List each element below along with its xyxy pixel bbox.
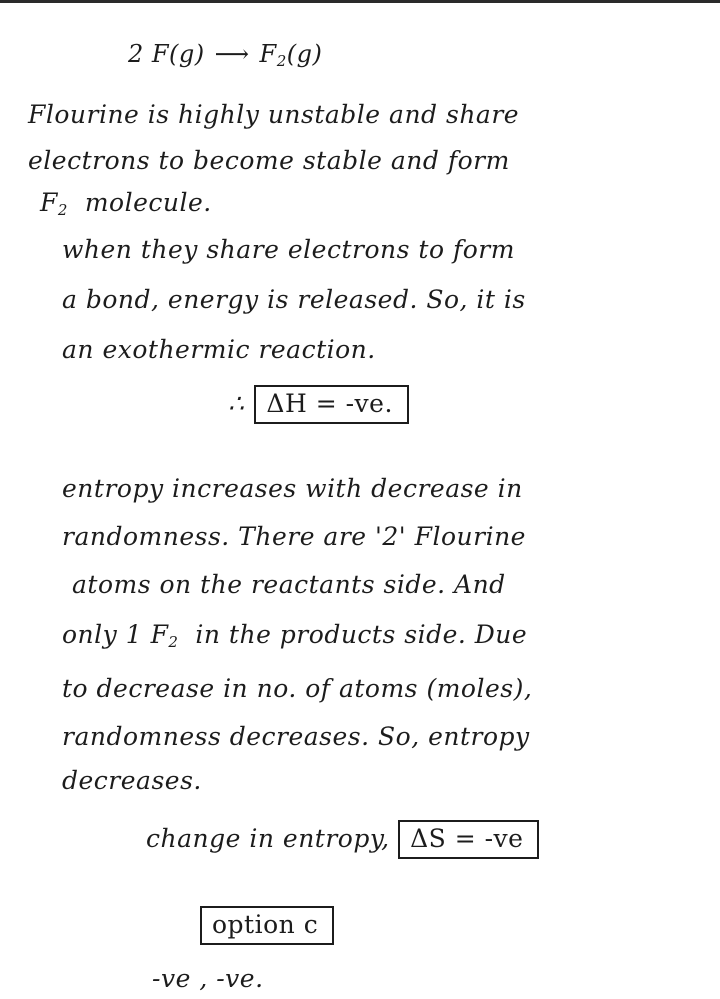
paragraph2-line2: a bond, energy is released. So, it is <box>62 285 526 314</box>
paragraph3-line5: to decrease in no. of atoms (moles), <box>62 674 533 703</box>
delta-s-box: ΔS = -ve <box>398 820 539 859</box>
paragraph2-line1: when they share electrons to form <box>62 235 515 264</box>
paragraph3-line2: randomness. There are '2' Flourine <box>62 522 526 551</box>
therefore-symbol: ∴ <box>228 389 245 418</box>
paragraph3-line4: only 1 $F_2$ in the products side. Due <box>62 620 528 651</box>
paragraph1-line2: electrons to become stable and form <box>28 146 510 175</box>
answer-values: -ve , -ve. <box>152 964 264 993</box>
paragraph3-line6: randomness decreases. So, entropy <box>62 722 530 751</box>
delta-s-label: change in entropy, <box>146 824 390 853</box>
product: $F_2(g)$ <box>259 40 323 70</box>
reaction-arrow: ⟶ <box>214 40 250 68</box>
paragraph1-line1: Flourine is highly unstable and share <box>28 100 520 129</box>
paragraph1-line3: $F_2$ molecule. <box>40 188 212 219</box>
delta-h-box: ΔH = -ve. <box>254 385 409 424</box>
answer-option-line <box>200 906 334 945</box>
delta-h-line <box>228 385 409 424</box>
delta-s-line <box>146 820 539 859</box>
top-border <box>0 0 720 3</box>
reaction-equation <box>128 42 322 69</box>
paragraph3-line3: atoms on the reactants side. And <box>72 570 506 599</box>
paragraph2-line3: an exothermic reaction. <box>62 335 376 364</box>
answer-option-box: option c <box>200 906 334 945</box>
paragraph3-line1: entropy increases with decrease in <box>62 474 523 503</box>
reactant: 2 F(g) <box>128 40 205 68</box>
paragraph3-line7: decreases. <box>62 766 202 795</box>
